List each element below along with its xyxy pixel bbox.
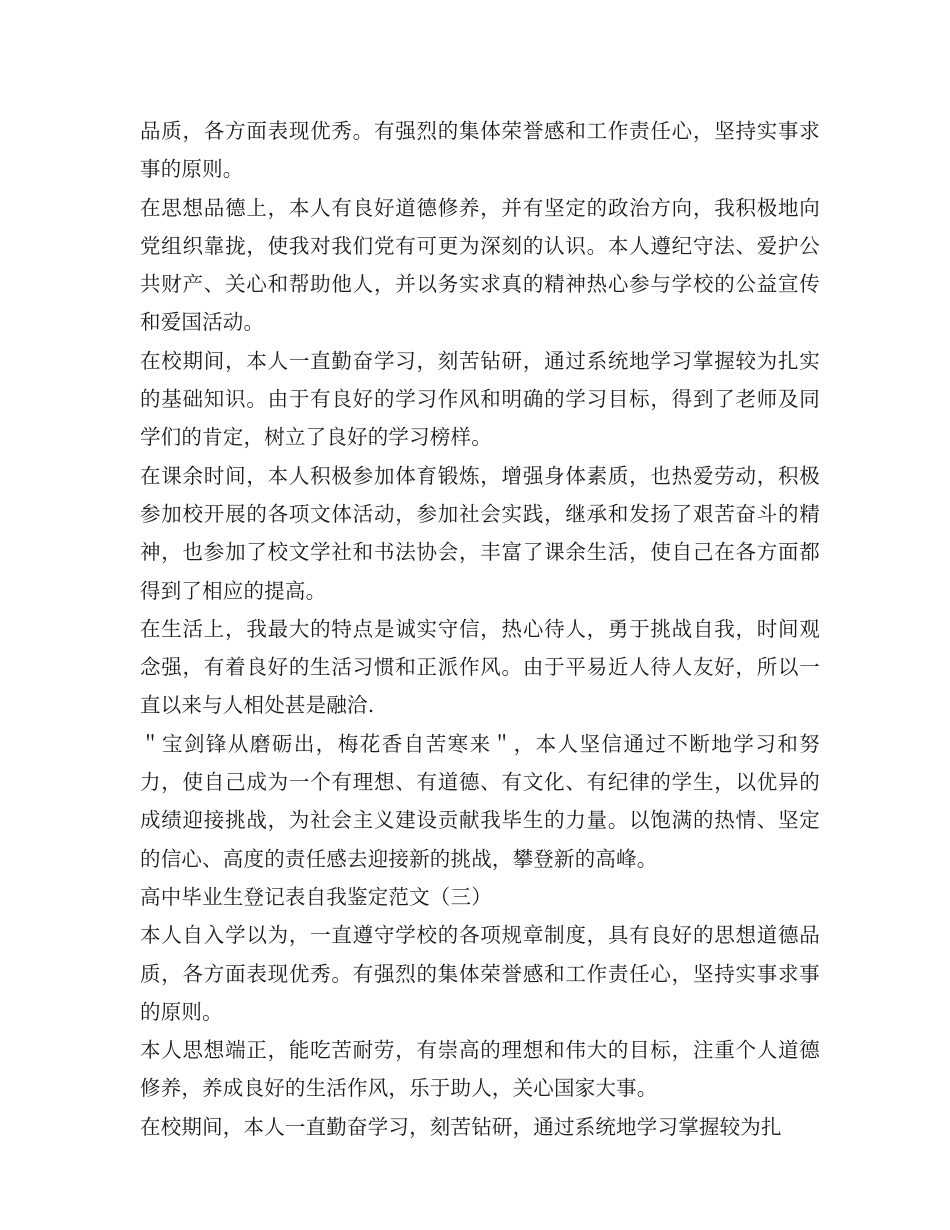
paragraph-upright-thinking: 本人思想端正，能吃苦耐劳，有崇高的理想和伟大的目标，注重个人道德修养，养成良好的生活作风，乐于助人，关心国家大事。	[140, 1038, 820, 1101]
paragraph-daily-life: 在生活上，我最大的特点是诚实守信，热心待人，勇于挑战自我，时间观念强，有着良好的生活习惯和正派作风。由于平易近人待人友好，所以一直以来与人相处甚是融洽.	[140, 616, 820, 718]
paragraph-extracurricular: 在课余时间，本人积极参加体育锻炼，增强身体素质，也热爱劳动，积极参加校开展的各项文体活动，参加社会实践，继承和发扬了艰苦奋斗的精神，也参加了校文学社和书法协会，丰富了课余生活，使自己在各方面都得到了相应的提高。	[140, 463, 820, 603]
paragraph-ideology-morals: 在思想品德上，本人有良好道德修养，并有坚定的政治方向，我积极地向党组织靠拢，使我对我们党有可更为深刻的认识。本人遵纪守法、爱护公共财产、关心和帮助他人，并以务实求真的精神热心参与学校的公益宣传和爱国活动。	[140, 195, 820, 335]
paragraph-study-at-school: 在校期间，本人一直勤奋学习，刻苦钻研，通过系统地学习掌握较为扎实的基础知识。由于有良好的学习作风和明确的学习目标，得到了老师及同学们的肯定，树立了良好的学习榜样。	[140, 348, 820, 450]
paragraph-since-enrollment: 本人自入学以为，一直遵守学校的各项规章制度，具有良好的思想道德品质，各方面表现优秀。有强烈的集体荣誉感和工作责任心，坚持实事求事的原则。	[140, 923, 820, 1024]
section-heading: 高中毕业生登记表自我鉴定范文（三）	[140, 884, 492, 909]
paragraph-study-at-school-truncated: 在校期间，本人一直勤奋学习，刻苦钻研，通过系统地学习掌握较为扎	[140, 1114, 782, 1139]
paragraph-quality-continued: 品质，各方面表现优秀。有强烈的集体荣誉感和工作责任心，坚持实事求事的原则。	[140, 119, 820, 182]
paragraph-sword-plum-quote: ＂宝剑锋从磨砺出，梅花香自苦寒来＂，本人坚信通过不断地学习和努力，使自己成为一个有理想、有道德、有文化、有纪律的学生，以优异的成绩迎接挑战，为社会主义建设贡献我毕生的力量。以饱满的热情、坚定的信心、高度的责任感去迎接新的挑战，攀登新的高峰。	[140, 731, 820, 871]
document-body	[140, 112, 820, 1146]
